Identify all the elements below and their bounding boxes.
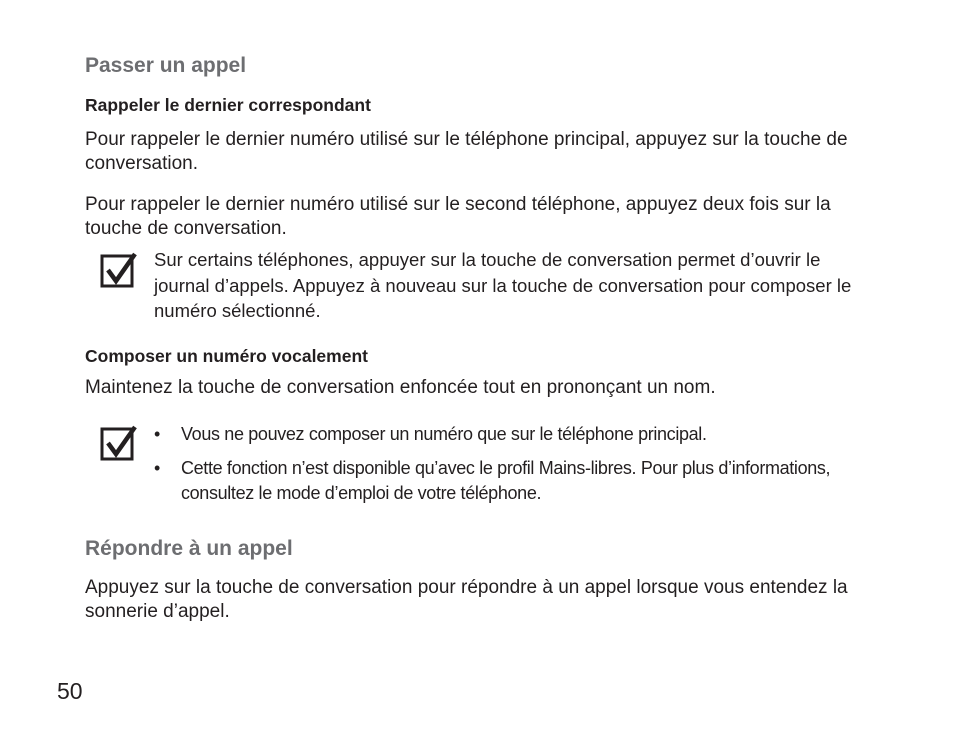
bullet-icon: • [154, 457, 160, 478]
subtitle-redial: Rappeler le dernier correspondant [85, 95, 371, 115]
checkbox-check-icon [100, 251, 138, 289]
section-title-answer: Répondre à un appel [85, 537, 293, 560]
bullet-text: Cette fonction n’est disponible qu’avec le profil Mains-libres. Pour plus d’informations, consultez le mode d’emploi de votre téléphone. [181, 457, 831, 503]
paragraph-redial-main: Pour rappeler le dernier numéro utilisé sur le téléphone principal, appuyez sur la touche de conversation. [85, 129, 848, 174]
paragraph-redial-second: Pour rappeler le dernier numéro utilisé sur le second téléphone, appuyez deux fois sur la touche de conversation. [85, 194, 831, 239]
page-number: 50 [57, 678, 83, 704]
list-item [154, 422, 874, 448]
note-bullet-list [154, 422, 874, 507]
paragraph-answer: Appuyez sur la touche de conversation pour répondre à un appel lorsque vous entendez la sonnerie d’appel. [85, 577, 848, 622]
note-redial: Sur certains téléphones, appuyer sur la touche de conversation permet d’ouvrir le journal d’appels. Appuyez à nouveau sur la touche de conversation pour composer le numéro sélectionné. [154, 249, 852, 321]
list-item [154, 456, 874, 507]
checkbox-check-icon [100, 424, 138, 462]
bullet-text: Vous ne pouvez composer un numéro que sur le téléphone principal. [181, 424, 707, 444]
section-title-call: Passer un appel [85, 54, 247, 77]
bullet-icon: • [154, 424, 160, 444]
subtitle-voice-dial: Composer un numéro vocalement [85, 346, 368, 366]
paragraph-voice-dial: Maintenez la touche de conversation enfoncée tout en prononçant un nom. [85, 377, 716, 398]
